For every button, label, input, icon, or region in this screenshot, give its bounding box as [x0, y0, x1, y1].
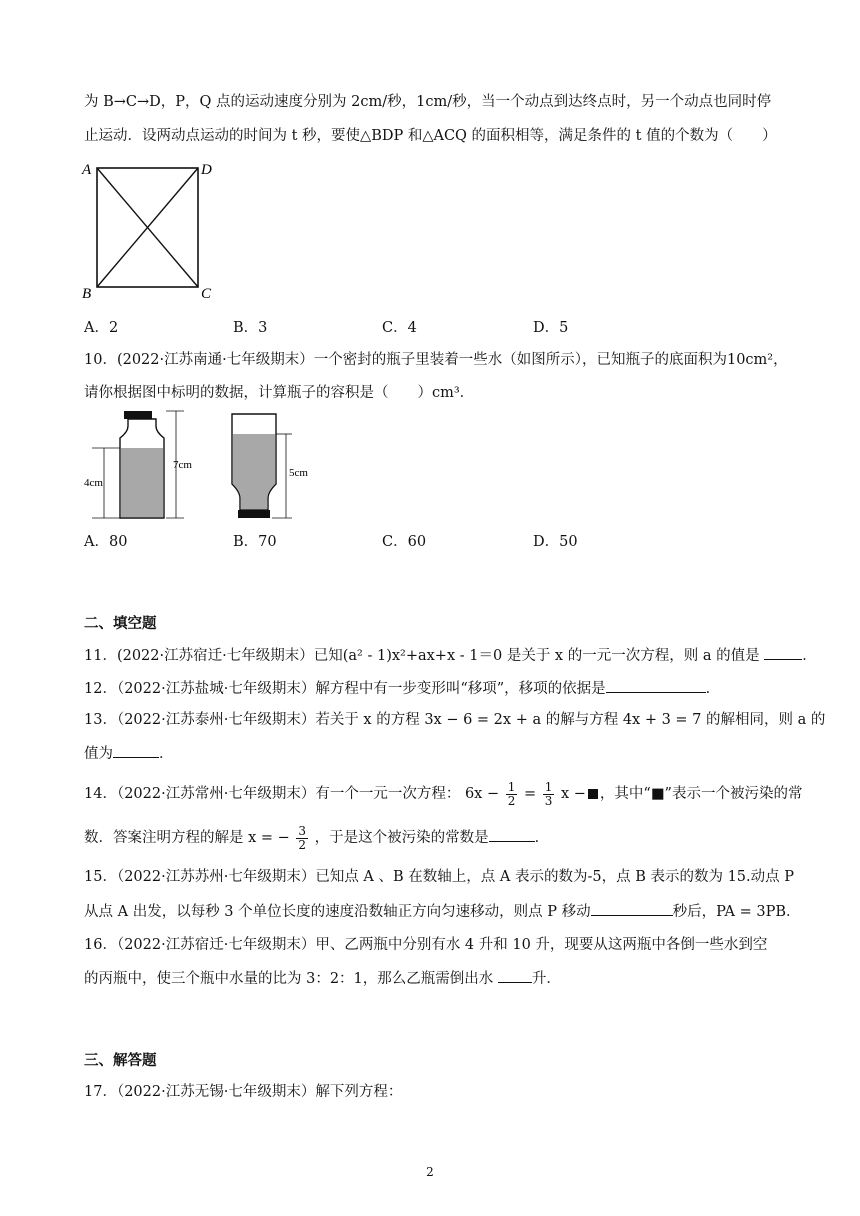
- smudge-square-icon: [588, 789, 598, 799]
- q9-option-d: D．5: [533, 320, 569, 336]
- bottle-diagram: [80, 406, 330, 522]
- q10-option-c: C．60: [382, 534, 427, 550]
- q13-text-post: ．: [159, 746, 174, 762]
- q13-text-pre: 值为: [84, 746, 113, 762]
- label-d: D: [201, 162, 212, 178]
- section-fill-in-heading: 二、填空题: [84, 615, 157, 632]
- q10-option-a: A．80: [84, 534, 128, 550]
- q15-line1: 15．（2022·江苏苏州·七年级期末）已知点 A 、B 在数轴上，点 A 表示的数为-5，点 B 表示的数为 15.动点 P: [84, 869, 794, 885]
- q14-text-post: ，其中“■”表示一个被污染的常: [599, 786, 803, 802]
- q14-line1: [84, 778, 802, 810]
- label-5cm: 5cm: [289, 467, 308, 479]
- q14-eq-b: =: [523, 786, 537, 802]
- q14-eq-c: x −: [560, 786, 586, 802]
- q16-text-pre: 的丙瓶中，使三个瓶中水量的比为 3：2：1，那么乙瓶需倒出水: [84, 971, 494, 987]
- q10-option-b: B．70: [233, 534, 277, 550]
- q14-line2-pre: 数．答案注明方程的解是 x = −: [84, 830, 290, 846]
- label-b: B: [82, 286, 92, 300]
- q9-option-b: B．3: [233, 320, 268, 336]
- q11-text-mid: a² - 1)x²+ax+x - 1＝0 是关于 x 的一元一次方程，则 a 的值是: [348, 648, 760, 664]
- q14-fraction-3: [296, 825, 308, 852]
- label-4cm: 4cm: [84, 477, 103, 489]
- q14-text-end: ．: [534, 830, 550, 846]
- q10-line1: 10．(2022·江苏南通·七年级期末）一个密封的瓶子里装着一些水（如图所示），已知瓶子的底面积为10cm²，: [84, 352, 788, 368]
- q12-answer-blank[interactable]: [606, 678, 706, 693]
- q9-line1: 为 B→C→D，P，Q 点的运动速度分别为 2cm/秒，1cm/秒，当一个动点到达终点时，另一个动点也同时停: [84, 94, 772, 110]
- q10-line2: 请你根据图中标明的数据，计算瓶子的容积是（ ）cm³．: [84, 385, 475, 401]
- q14-line2: [84, 822, 549, 854]
- q16-text-post: 升．: [531, 971, 561, 987]
- q12-text: 12．（2022·江苏盐城·七年级期末）解方程中有一步变形叫“移项”，移项的依据是: [84, 681, 606, 697]
- q14-text-pre: 14．（2022·江苏常州·七年级期末）有一个一元一次方程：: [84, 786, 461, 802]
- q17-line: 17．（2022·江苏无锡·七年级期末）解下列方程：: [84, 1084, 403, 1100]
- label-7cm: 7cm: [173, 459, 192, 471]
- page-number: 2: [426, 1165, 434, 1179]
- q14-fraction-2: [543, 781, 555, 808]
- q15-text-pre: 从点 A 出发，以每秒 3 个单位长度的速度沿数轴正方向匀速移动，则点 P 移动: [84, 904, 591, 920]
- square-diagram: [80, 158, 220, 300]
- q11-text-pre: 11．(2022·江苏宿迁·七年级期末）已知(: [84, 648, 349, 664]
- q14-answer-blank[interactable]: [489, 827, 535, 842]
- q13-line2: [84, 743, 174, 764]
- q16-line1: 16．（2022·江苏宿迁·七年级期末）甲、乙两瓶中分别有水 4 升和 10 升，现要从这两瓶中各倒一些水到空: [84, 937, 768, 953]
- q16-line2: [84, 968, 561, 989]
- q15-line2: [84, 901, 801, 922]
- q16-answer-blank[interactable]: [498, 968, 532, 983]
- q9-option-a: A．2: [84, 320, 119, 336]
- q13-answer-blank[interactable]: [113, 743, 159, 758]
- q10-option-d: D．50: [533, 534, 578, 550]
- q12-text-post: ．: [705, 681, 721, 697]
- q15-text-post: 秒后，PA = 3PB．: [672, 904, 801, 920]
- q11-text-post: ．: [802, 648, 817, 664]
- q14-eq-a: 6x −: [464, 786, 500, 802]
- q13-line1: 13．（2022·江苏泰州·七年级期末）若关于 x 的方程 3x − 6 = 2x + a 的解与方程 4x + 3 = 7 的解相同，则 a 的: [84, 712, 826, 728]
- q14-f3-den: 2: [298, 837, 307, 852]
- q9-line2: 止运动．设两动点运动的时间为 t 秒，要使△BDP 和△ACQ 的面积相等，满足条件的 t 值的个数为（ ）: [84, 128, 777, 144]
- q14-f2-den: 3: [544, 793, 553, 808]
- q9-option-c: C．4: [382, 320, 417, 336]
- q12-line: [84, 678, 720, 699]
- label-a: A: [82, 162, 92, 178]
- q15-answer-blank[interactable]: [591, 901, 673, 916]
- q11-line: [84, 645, 817, 666]
- section-solve-heading: 三、解答题: [84, 1052, 157, 1069]
- label-c: C: [201, 286, 212, 300]
- q11-answer-blank[interactable]: [764, 645, 802, 660]
- q14-line2-post: ，于是这个被污染的常数是: [314, 830, 489, 846]
- q14-fraction-1: [506, 781, 518, 808]
- q14-f3-num: 3: [298, 823, 307, 838]
- q14-f1-den: 2: [507, 793, 516, 808]
- q14-f2-num: 1: [544, 779, 553, 794]
- q14-f1-num: 1: [507, 779, 516, 794]
